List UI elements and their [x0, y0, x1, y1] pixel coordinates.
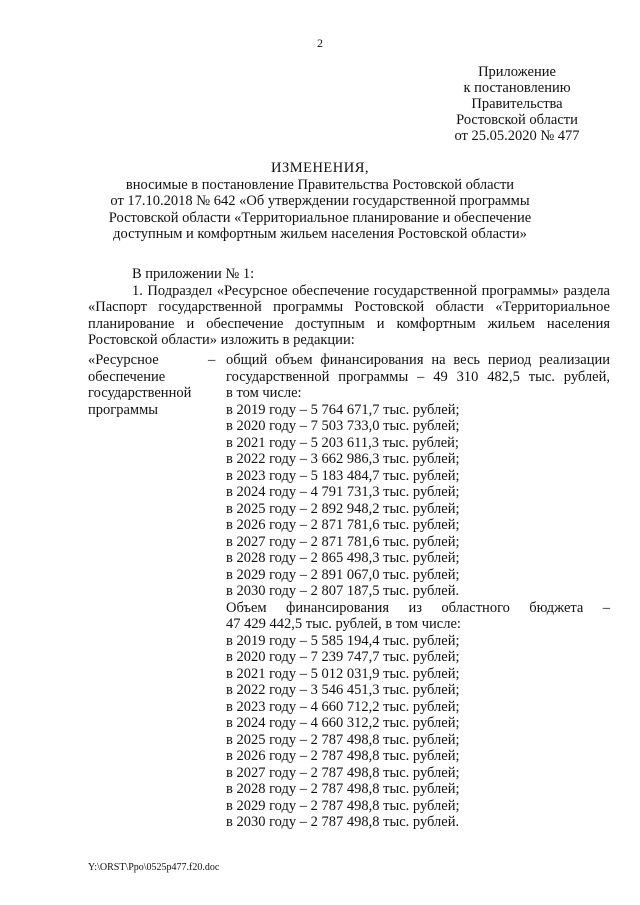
regional-year-line: в 2022 году – 3 546 451,3 тыс. рублей; [226, 682, 460, 698]
regional-year-line: в 2021 году – 5 012 031,9 тыс. рублей; [226, 665, 460, 682]
total-year-line: в 2030 году – 2 807 187,5 тыс. рублей. [226, 583, 460, 599]
file-path-footer: Y:\ORST\Ppo\0525p477.f20.doc [88, 862, 220, 873]
regional-year-line: в 2028 году – 2 787 498,8 тыс. рублей; [226, 781, 460, 797]
total-year-line: в 2024 году – 4 791 731,3 тыс. рублей; [226, 484, 460, 500]
heading-line: Ростовской области «Территориальное планирование и обеспечение [108, 209, 532, 226]
heading-line: вносимые в постановление Правительства Ростовской области [125, 176, 515, 193]
heading-line: доступным и комфортным жильем населения Ростовской области» [113, 226, 527, 242]
regional-year-line: в 2027 году – 2 787 498,8 тыс. рублей; [226, 764, 460, 781]
passport-label [88, 352, 206, 418]
heading-title: ИЗМЕНЕНИЯ, [270, 160, 370, 176]
regional-year-line: в 2024 году – 4 660 312,2 тыс. рублей; [226, 715, 460, 731]
total-year-line: в 2021 году – 5 203 611,3 тыс. рублей; [226, 434, 459, 451]
regional-year-line: в 2020 году – 7 239 747,7 тыс. рублей; [226, 649, 460, 665]
total-year-line: в 2020 году – 7 503 733,0 тыс. рублей; [226, 418, 460, 434]
total-funding-line: в том числе: [226, 385, 302, 401]
appendix-line: к постановлению [463, 80, 571, 96]
passport-content [226, 352, 610, 831]
total-year-line: в 2025 году – 2 892 948,2 тыс. рублей; [226, 500, 460, 517]
regional-year-line: в 2030 году – 2 787 498,8 тыс. рублей. [226, 814, 460, 830]
total-funding-line: общий объем финансирования на весь период реализации [226, 352, 610, 368]
heading-line: от 17.10.2018 № 642 «Об утверждении государственной программы [110, 193, 530, 209]
passport-label-line: программы [88, 401, 158, 418]
total-year-line: в 2022 году – 3 662 986,3 тыс. рублей; [226, 451, 460, 467]
regional-funding-line: Объем финансирования из областного бюджета – [226, 599, 610, 616]
regional-year-line: в 2023 году – 4 660 712,2 тыс. рублей; [226, 698, 460, 715]
regional-year-line: в 2025 году – 2 787 498,8 тыс. рублей; [226, 731, 460, 748]
passport-dash: – [208, 352, 216, 368]
total-year-line: в 2027 году – 2 871 781,6 тыс. рублей; [226, 533, 460, 550]
regional-funding-line: 47 429 442,5 тыс. рублей, в том числе: [226, 616, 461, 632]
total-year-line: в 2019 году – 5 764 671,7 тыс. рублей; [226, 401, 460, 418]
passport-label-line: обеспечение [88, 368, 166, 385]
regional-year-line: в 2019 году – 5 585 194,4 тыс. рублей; [226, 632, 460, 649]
total-year-line: в 2023 году – 5 183 484,7 тыс. рублей; [226, 467, 460, 484]
appendix-line: Приложение [478, 64, 556, 80]
total-year-line: в 2026 году – 2 871 781,6 тыс. рублей; [226, 517, 460, 533]
amendment-paragraph: 1. Подраздел «Ресурсное обеспечение государственной программы» раздела «Паспорт государственной программы Ростовской области «Территориальное планирование и обеспечение доступным и комфортным жильем населения Ростовской области» изложить в редакции: [88, 282, 610, 348]
passport-label-line: «Ресурсное [88, 352, 159, 368]
total-funding-line: государственной программы – 49 310 482,5 тыс. рублей, [226, 368, 610, 385]
appendix-block [432, 64, 602, 144]
appendix-line: от 25.05.2020 № 477 [454, 128, 580, 144]
total-year-line: в 2028 году – 2 865 498,3 тыс. рублей; [226, 550, 460, 566]
regional-year-line: в 2026 году – 2 787 498,8 тыс. рублей; [226, 748, 460, 764]
intro-section [88, 266, 610, 349]
appendix-line: Ростовской области [456, 112, 578, 128]
document-heading [88, 160, 552, 243]
total-year-line: в 2029 году – 2 891 067,0 тыс. рублей; [226, 566, 460, 583]
regional-year-line: в 2029 году – 2 787 498,8 тыс. рублей; [226, 797, 460, 814]
passport-label-line: государственной [88, 385, 192, 401]
appendix-reference: В приложении № 1: [132, 266, 255, 282]
appendix-line: Правительства [471, 96, 563, 112]
page-number: 2 [317, 36, 323, 50]
